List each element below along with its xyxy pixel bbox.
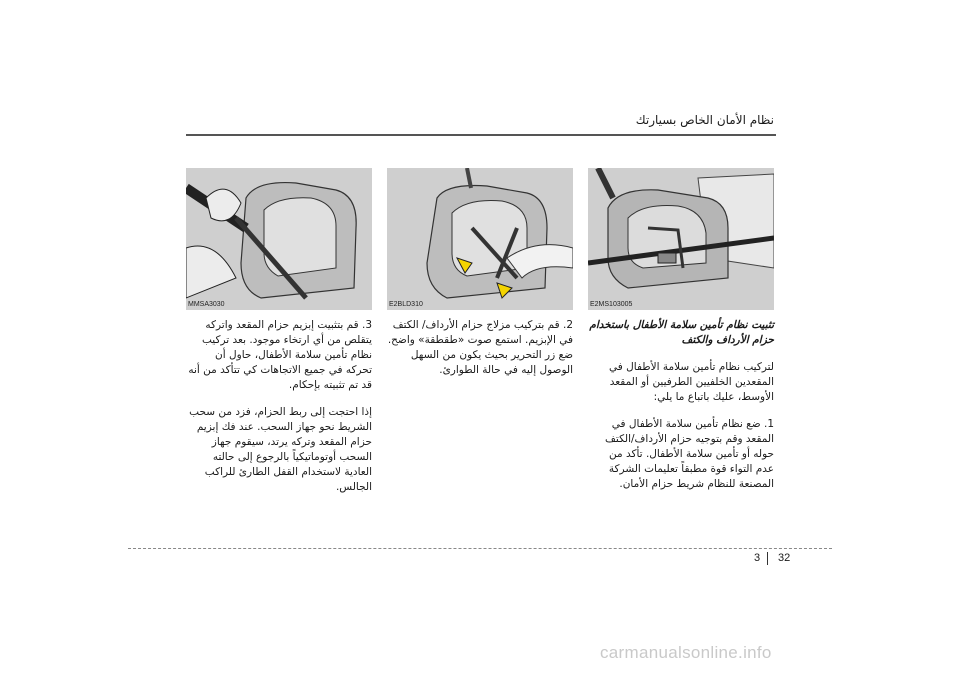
- header-title: نظام الأمان الخاص بسيارتك: [635, 113, 774, 127]
- figure-code: E2MS103005: [590, 301, 633, 308]
- paragraph: 3. قم بتثبيت إبزيم حزام المقعد واتركه يتقلص من أي ارتخاء موجود. بعد تركيب نظام تأمين سلامة الأطفال، حاول أن تحركه في جميع الاتجاهات كي تتأكد من أنه قد تم تثبيته بإحكام.: [188, 319, 372, 391]
- paragraph: 2. قم بتركيب مزلاج حزام الأرداف/ الكتف في الإبزيم. استمع صوت «طقطقة» واضح. ضع زر التحرير بحيث يكون من السهل الوصول إليه في حالة الطوارئ.: [387, 319, 573, 376]
- paragraph: لتركيب نظام تأمين سلامة الأطفال في المقعدين الخلفيين الطرفيين أو المقعد الأوسط، عليك باتباع ما يلي:: [609, 361, 774, 403]
- watermark: carmanualsonline.info: [600, 643, 772, 662]
- page-chapter: 3: [754, 552, 761, 564]
- header-rule: [186, 134, 776, 136]
- text-column-right: [588, 318, 774, 504]
- figure-code: E2BLD310: [389, 301, 423, 308]
- page-number: 32: [778, 552, 791, 564]
- section-heading: تثبيت نظام تأمين سلامة الأطفال باستخدام حزام الأرداف والكتف: [589, 319, 774, 346]
- text-column-middle: [387, 318, 573, 390]
- figure-child-seat-pull: [186, 168, 372, 310]
- figure-code: MMSA3030: [188, 301, 225, 308]
- paragraph: 1. ضع نظام تأمين سلامة الأطفال في المقعد وقم بتوجيه حزام الأرداف/الكتف حوله أو تأمين سلامة الأطفال. تأكد من عدم التواء قوة مطبقاً تعليمات الشركة المصنعة للنظام شريط حزام الأمان.: [605, 418, 774, 490]
- figure-child-seat-buckle: [387, 168, 573, 310]
- figure-child-seat-rear: [588, 168, 774, 310]
- page-separator: [767, 552, 768, 565]
- footer-rule: [128, 548, 832, 549]
- text-column-left: [186, 318, 372, 507]
- paragraph: إذا احتجت إلى ربط الحزام، فزد من سحب الشريط نحو جهاز السحب. عند فك إبزيم حزام المقعد وتركه يرتد، سيقوم جهاز السحب أوتوماتيكياً بالرجوع إلى حالته العادية لاستخدام القفل الطارئ للراكب الجالس.: [189, 406, 372, 493]
